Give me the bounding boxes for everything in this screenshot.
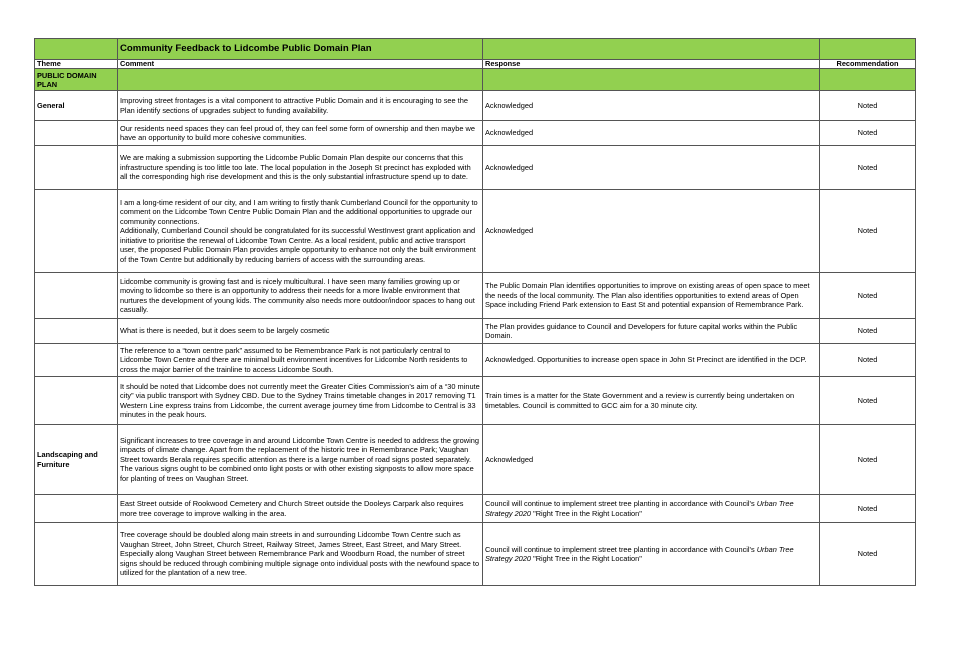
title-blank-cell [35,39,118,60]
table-row [35,273,916,319]
table-row [35,344,916,377]
feedback-table [34,38,916,586]
recommendation-cell: Noted [820,91,916,121]
recommendation-cell: Noted [820,121,916,146]
theme-cell [35,495,118,523]
theme-cell [35,523,118,586]
header-row [35,60,916,69]
theme-cell [35,146,118,190]
comment-cell: It should be noted that Lidcombe does not currently meet the Greater Cities Commission’s aim of a “30 minute city” via public transport with Sydney CBD. Due to the Sydney Trains timetable changes in 2017 removing T1 Western Line express trains from Lidcombe, the current average journey time from Lidcombe to Central is 33 minutes in the peak hours. [118,377,483,425]
recommendation-cell: Noted [820,344,916,377]
recommendation-cell: Noted [820,425,916,495]
recommendation-cell: Noted [820,190,916,273]
response-text: "Right Tree in the Right Location" [531,554,642,563]
comment-cell: East Street outside of Rookwood Cemetery and Church Street outside the Dooleys Carpark also requires more tree coverage to improve walking in the area. [118,495,483,523]
response-text: Council will continue to implement street tree planting in accordance with Council's [485,499,757,509]
table-row [35,121,916,146]
table-row [35,319,916,344]
response-cell: Acknowledged [483,91,820,121]
comment-cell: Improving street frontages is a vital component to attractive Public Domain and it is encouraging to see the Plan identify sections of upgrades subject to funding availability. [118,91,483,121]
theme-cell [35,344,118,377]
response-cell: Acknowledged [483,190,820,273]
recommendation-cell: Noted [820,523,916,586]
table-title: Community Feedback to Lidcombe Public Domain Plan [118,39,483,60]
theme-cell [35,377,118,425]
comment-cell: Lidcombe community is growing fast and is nicely multicultural. I have seen many families growing up or moving to lidcombe so there is an opportunity to address their needs for a more livable environment that nurtures the development of young kids. The community also needs more outdoor/indoor spaces to hang out casually. [118,273,483,319]
recommendation-cell: Noted [820,146,916,190]
table-row [35,495,916,523]
response-cell: The Public Domain Plan identifies opportunities to improve on existing areas of open space to meet the needs of the local community. The Plan also identifies opportunities to extend areas of Open Space including Friend Park extension to East St and potential expansion of Remembrance Park. [483,273,820,319]
comment-cell: Significant increases to tree coverage in and around Lidcombe Town Centre is needed to address the growing impacts of climate change. Apart from the replacement of the historic tree in Remembrance Park; Vaughan Street towards Berala requires specific attention as there is a large number of road signs posted separately. The various signs ought to be combined onto light posts or with other existing signposts to allow more space for planting of trees on Vaughan Street. [118,425,483,495]
theme-cell [35,273,118,319]
header-response: Response [483,60,820,69]
recommendation-cell: Noted [820,319,916,344]
recommendation-cell: Noted [820,495,916,523]
response-cell: Train times is a matter for the State Government and a review is currently being undertaken on timetables. Council is committed to GCC aim for a 30 minute city. [483,377,820,425]
response-cell: Acknowledged. Opportunities to increase open space in John St Precinct are identified in the DCP. [483,344,820,377]
strategy-document-name: Urban Tree Strategy 2020 [485,544,794,563]
comment-cell: I am a long-time resident of our city, and I am writing to firstly thank Cumberland Council for the opportunity to comment on the Lidcombe Town Centre Public Domain Plan and the additional opportunities to upgrade our community connections. Additionally, Cumberland Council should be congratulated for its successful WestInvest grant application and initiative to prioritise the renewal of Lidcombe Town Centre. As a local resident, public and active transport user, the proposed Public Domain Plan provides ample opportunity to enhance not only the built environment of the Town Centre but additionally by reducing barriers of access with the surrounding areas. [118,190,483,273]
comment-cell: The reference to a “town centre park” assumed to be Remembrance Park is not particularly central to Lidcombe Town Centre and there are minimal built environment incentives for Lidcombe North residents to cross the major barrier of the trainline to access Lidcombe South. [118,344,483,377]
comment-cell: Our residents need spaces they can feel proud of, they can feel some form of ownership and then maybe we have an opportunity to build more cohesive communities. [118,121,483,146]
theme-cell [35,121,118,146]
theme-cell [35,319,118,344]
table-row [35,146,916,190]
strategy-document-name: Urban Tree Strategy 2020 [485,499,794,518]
table-row [35,190,916,273]
header-comment: Comment [118,60,483,69]
title-blank-cell [483,39,820,60]
response-cell [483,495,820,523]
table-row [35,425,916,495]
table-row [35,377,916,425]
response-text: Council will continue to implement street tree planting in accordance with Council's [485,544,757,554]
theme-cell [35,190,118,273]
header-recommendation: Recommendation [820,60,916,69]
recommendation-cell: Noted [820,377,916,425]
header-theme: Theme [35,60,118,69]
comment-cell: Tree coverage should be doubled along main streets in and surrounding Lidcombe Town Centre such as Vaughan Street, John Street, Church Street, Railway Street, James Street, East Street, and Mary Street. Especially along Vaughan Street between Remembrance Park and Woodburn Road, the number of street signs should be reduced through combining multiple signage onto individual posts with the newfound space to utilized for the plantation of a new tree. [118,523,483,586]
response-text: "Right Tree in the Right Location" [531,508,642,518]
response-cell: Acknowledged [483,425,820,495]
section-row [35,69,916,91]
comment-cell: What is there is needed, but it does seem to be largely cosmetic [118,319,483,344]
title-blank-cell [820,39,916,60]
response-cell: Acknowledged [483,146,820,190]
title-row [35,39,916,60]
theme-cell: Landscaping and Furniture [35,425,118,495]
comment-cell: We are making a submission supporting the Lidcombe Public Domain Plan despite our concerns that this infrastructure spending is too little too late. The local population in the Joseph St precinct has exploded with all the corresponding high rise development and this is the only substantial infrastructure spend up to date. [118,146,483,190]
theme-cell: General [35,91,118,121]
response-cell: The Plan provides guidance to Council and Developers for future capital works within the Public Domain. [483,319,820,344]
table-row [35,91,916,121]
response-cell: Acknowledged [483,121,820,146]
recommendation-cell: Noted [820,273,916,319]
response-cell [483,523,820,586]
table-row [35,523,916,586]
section-label: PUBLIC DOMAIN PLAN [35,69,118,91]
